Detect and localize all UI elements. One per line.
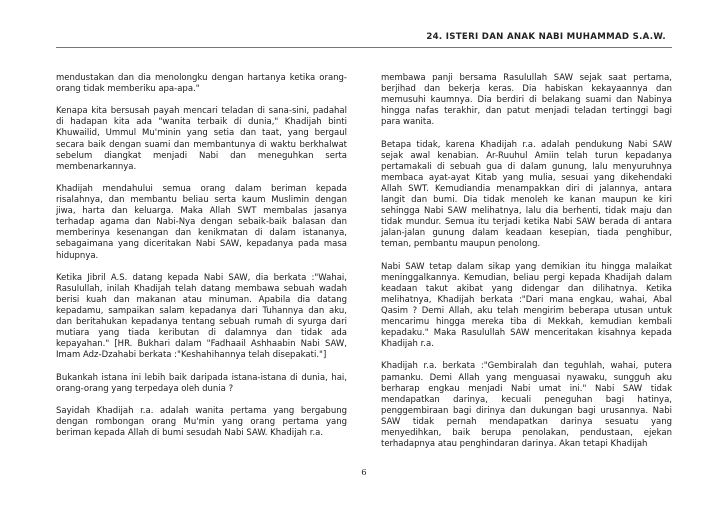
- paragraph: membawa panji bersama Rasulullah SAW sejak saat pertama, berjihad dan bekerja keras. Dia habiskan kekayaannya dan memusuhi kaumnya. Dia berdiri di belakang suami dan Nabinya hingga nafas terakhir, dan patut menjadi teladan tertinggi bagi para wanita.: [381, 73, 672, 128]
- paragraph: Bukankah istana ini lebih baik daripada istana-istana di dunia, hai, orang-orang yang terpedaya oleh dunia ?: [56, 372, 347, 394]
- paragraph: Betapa tidak, karena Khadijah r.a. adalah pendukung Nabi SAW sejak awal kenabian. Ar-Ruuhul Amiin telah turun kepadanya pertamakali di sebuah gua di dalam gunung, lalu menyuruhnya membaca ayat-ayat Kitab yang mulia, sesuai yang dikehendaki Allah SWT. Kemudiandia menampakkan diri di jalannya, antara langit dan bumi. Dia tidak menoleh ke kanan maupun ke kiri sehingga Nabi SAW melihatnya, lalu dia berhenti, tidak maju dan tidak mundur. Semua itu terjadi ketika Nabi SAW berada di antara jalan-jalan gunung dalam keadaan kesepian, tiada penghibur, teman, pembantu maupun penolong.: [381, 139, 672, 250]
- paragraph: Khadijah r.a. berkata :"Gembiralah dan teguhlah, wahai, putera pamanku. Demi Allah yang menguasai nyawaku, sungguh aku berharap engkau menjadi Nabi umat ini." Nabi SAW tidak mendapatkan darinya, kecuali peneguhan bagi hatinya, penggembiraan bagi dirinya dan dukungan bagi urusannya. Nabi SAW tidak pernah mendapatkan darinya sesuatu yang menyedihkan, baik berupa penolakan, pendustaan, ejekan terhadapnya atau penghindaran darinya. Akan tetapi Khadijah: [381, 361, 672, 450]
- paragraph: Kenapa kita bersusah payah mencari teladan di sana-sini, padahal di hadapan kita ada "wanita terbaik di dunia," Khadijah binti Khuwailid, Ummul Mu'minin yang setia dan taat, yang bergaul secara baik dengan suami dan membantunya di waktu berkhalwat sebelum diangkat menjadi Nabi dan meneguhkan serta membenarkannya.: [56, 106, 347, 172]
- paragraph: Nabi SAW tetap dalam sikap yang demikian itu hingga malaikat meninggalkannya. Kemudian, beliau pergi kepada Khadijah dalam keadaan takut akibat yang didengar dan dilihatnya. Ketika melihatnya, Khadijah berkata :"Dari mana engkau, wahai, Abal Qasim ? Demi Allah, aku telah mengirim beberapa utusan untuk mencarimu hingga mereka tiba di Mekkah, kemudian kembali kepadaku." Maka Rasulullah SAW menceritakan kisahnya kepada Khadijah r.a.: [381, 261, 672, 350]
- paragraph: Sayidah Khadijah r.a. adalah wanita pertama yang bergabung dengan rombongan orang Mu'min yang orang pertama yang beriman kepada Allah di bumi sesudah Nabi SAW. Khadijah r.a.: [56, 405, 347, 438]
- paragraph: mendustakan dan dia menolongku dengan hartanya ketika orang-orang tidak memberiku apa-apa.": [56, 73, 347, 95]
- left-column: [56, 73, 347, 450]
- paragraph: Khadijah mendahului semua orang dalam beriman kepada risalahnya, dan membantu beliau serta kaum Muslimin dengan jiwa, harta dan keluarga. Maka Allah SWT membalas jasanya terhadap agama dan Nabi-Nya dengan sebaik-baik balasan dan memberinya kesenangan dan kenikmatan di dalam istananya, sebagaimana yang diceritakan Nabi SAW, kepadanya pada masa hidupnya.: [56, 183, 347, 261]
- page-number: 6: [361, 468, 367, 478]
- running-header: 24. ISTERI DAN ANAK NABI MUHAMMAD S.A.W.: [426, 32, 666, 42]
- right-column: [381, 73, 672, 461]
- header-rule: [56, 47, 672, 48]
- paragraph: Ketika Jibril A.S. datang kepada Nabi SAW, dia berkata :"Wahai, Rasulullah, inilah Khadijah telah datang membawa sebuah wadah berisi kuah dan makanan atau minuman. Apabila dia datang kepadamu, sampaikan salam kepadanya dari Tuhannya dan aku, dan beritahukan kepadanya tentang sebuah rumah di syurga dari mutiara yang tiada keributan di dalamnya dan tidak ada kepayahan." [HR. Bukhari dalam "Fadhaail Ashhaabin Nabi SAW, Imam Adz-Dzahabi berkata :"Keshahihannya telah disepakati."]: [56, 272, 347, 361]
